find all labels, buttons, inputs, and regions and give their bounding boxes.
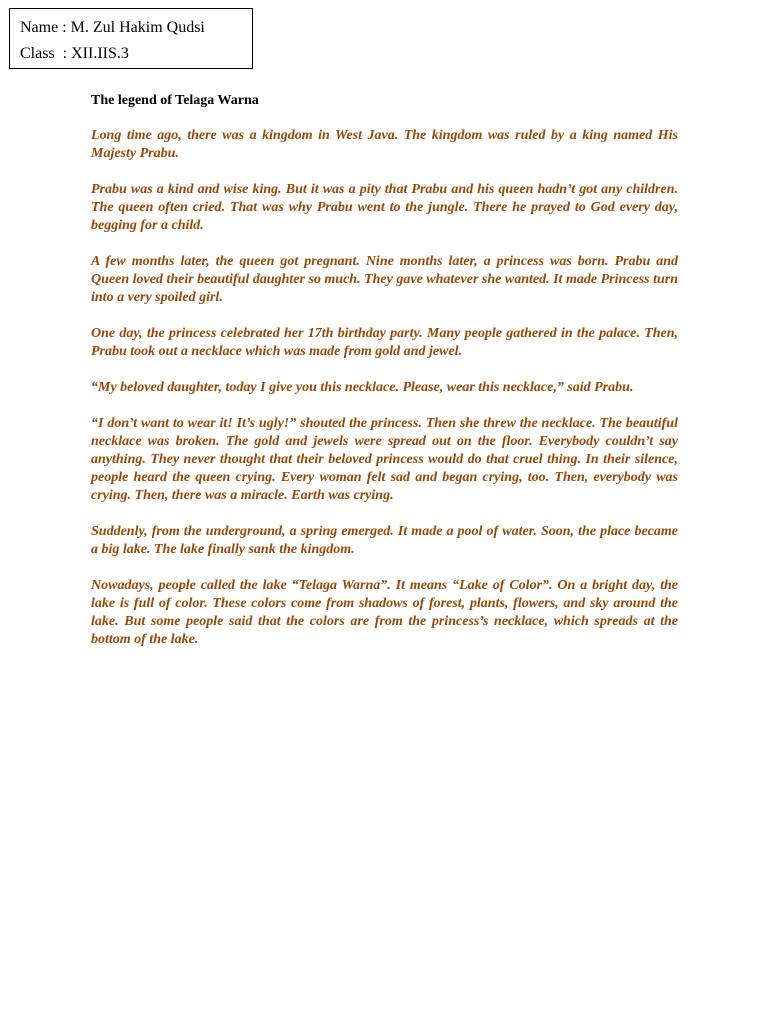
student-name-line: Name : M. Zul Hakim Qudsi — [20, 15, 252, 41]
story-paragraph: Suddenly, from the underground, a spring emerged. It made a pool of water. Soon, the place became a big lake. The lake finally sank the kingdom. — [91, 524, 678, 557]
student-info-box — [9, 8, 253, 69]
story-paragraph: A few months later, the queen got pregnant. Nine months later, a princess was born. Prabu and Queen loved their beautiful daughter so much. They gave whatever she wanted. It made Princess turn into a very spoiled girl. — [91, 254, 678, 305]
story-paragraph: Nowadays, people called the lake “Telaga Warna”. It means “Lake of Color”. On a bright day, the lake is full of color. These colors come from shadows of forest, plants, flowers, and sky around the lake. But some people said that the colors are from the princess’s necklace, which spreads at the bottom of the lake. — [91, 578, 678, 647]
story-paragraph: “I don’t want to wear it! It’s ugly!” shouted the princess. Then she threw the necklace. The beautiful necklace was broken. The gold and jewels were spread out on the floor. Everybody couldn’t say anything. They never thought that their beloved princess would do that cruel thing. In their silence, people heard the queen crying. Every woman felt sad and began crying, too. Then, everybody was crying. Then, there was a miracle. Earth was crying. — [91, 416, 678, 503]
name-label: Name — [20, 19, 59, 36]
story-body — [91, 92, 678, 667]
student-class-line: Class : XII.IIS.3 — [20, 41, 252, 67]
story-paragraph: “My beloved daughter, today I give you this necklace. Please, wear this necklace,” said Prabu. — [91, 380, 634, 395]
student-class: XII.IIS.3 — [71, 45, 129, 62]
student-name: M. Zul Hakim Qudsi — [70, 19, 205, 36]
story-title: The legend of Telaga Warna — [91, 93, 259, 108]
class-label: Class — [20, 45, 55, 62]
story-paragraph: Long time ago, there was a kingdom in West Java. The kingdom was ruled by a king named His Majesty Prabu. — [91, 128, 678, 161]
story-paragraph: Prabu was a kind and wise king. But it was a pity that Prabu and his queen hadn’t got any children. The queen often cried. That was why Prabu went to the jungle. There he prayed to God every day, begging for a child. — [91, 182, 678, 233]
story-paragraph: One day, the princess celebrated her 17th birthday party. Many people gathered in the palace. Then, Prabu took out a necklace which was made from gold and jewel. — [91, 326, 678, 359]
